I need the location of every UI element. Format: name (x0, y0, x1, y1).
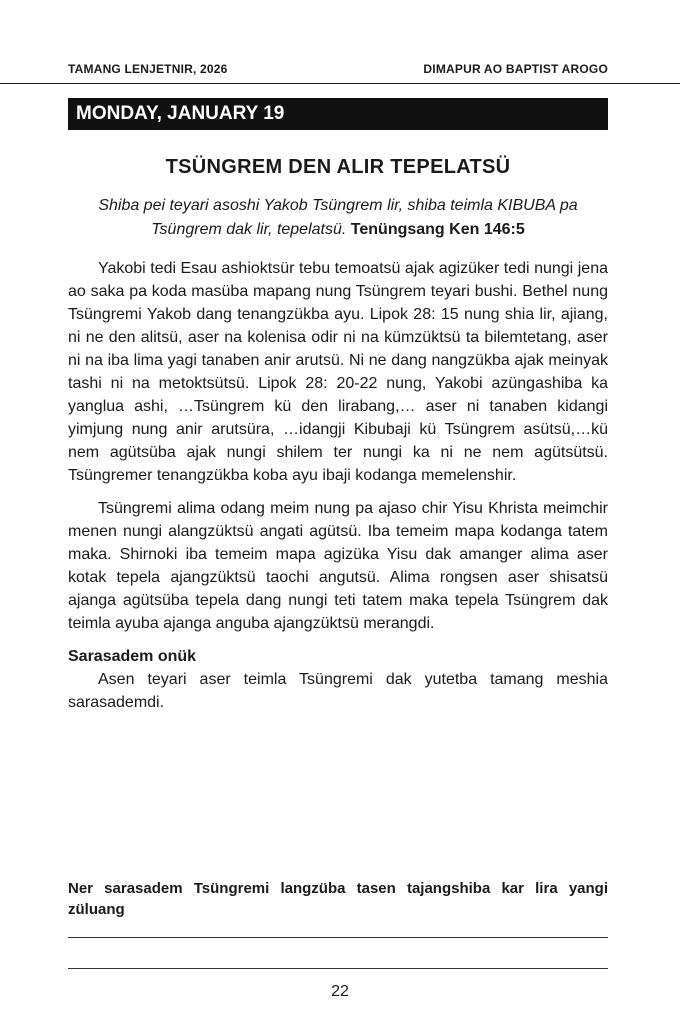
page-title: TSÜNGREM DEN ALIR TEPELATSÜ (165, 156, 511, 178)
key-verse (68, 194, 608, 242)
header-right: DIMAPUR AO BAPTIST AROGO (423, 62, 608, 76)
prayer-text: Asen teyari aser teimla Tsüngremi dak yutetba tamang meshia sarasademdi. (68, 671, 608, 711)
header-divider (0, 83, 680, 84)
devotional-body (68, 257, 608, 724)
running-header (68, 62, 608, 76)
notes-line-1[interactable] (68, 937, 608, 938)
date-banner: MONDAY, JANUARY 19 (68, 98, 608, 130)
header-left: TAMANG LENJETNIR, 2026 (68, 62, 228, 76)
verse-reference: Tenüngsang Ken 146:5 (350, 221, 525, 238)
paragraph-2: Tsüngremi alima odang meim nung pa ajaso chir Yisu Khrista meimchir menen nungi alangzüktsü angati agütsü. Iba temeim mapa kodanga tatem maka. Shirnoki iba temeim mapa agizüka Yisu dak amanger alima aser kotak tepela ajangzüktsü taochi angutsü. Alima rongsen aser shisatsü ajanga agütsüba tepela dang nungi teti tatem maka tepela Tsüngrem dak teimla ayuba ajanga anguba ajangzüktsü merangdi. (68, 500, 608, 632)
notes-prompt: Ner sarasadem Tsüngremi langzüba tasen tajangshiba kar lira yangi züluang (68, 880, 608, 918)
prayer-heading: Sarasadem onük (68, 648, 197, 665)
notes-line-2[interactable] (68, 968, 608, 969)
paragraph-1: Yakobi tedi Esau ashioktsür tebu temoatsü ajak agizüker tedi nungi jena ao saka pa koda masüba mapang nung Tsüngrem teyari bushi. Bethel nung Tsüngremi Yakob dang tenangzükba ayu. Lipok 28: 15 nung shia lir, ajiang, ni ne den alitsü, aser na kolenisa odir ni na kümzüktsü ta bilemtetang, aser ni na iba lima yagi tanaben anir arutsü. Ni ne dang nangzükba ajak meinyak tashi ni na metoktsütsü. Lipok 28: 20-22 nung, Yakobi azüngashiba ka yanglua ashi, …Tsüngrem kü den lirabang,… aser ni tanaben kidangi yimjung nung anir arutsüra, …idangji Kibubaji kü Tsüngrem asütsü,…kü nem agütsüba ajak nungi shilem ter nungi ka ni ne nem agütsütsü. Tsüngremer tenangzükba koba ayu ibaji kodanga memelenshir. (68, 260, 608, 484)
page-number: 22 (331, 983, 349, 1000)
verse-quote: Shiba pei teyari asoshi Yakob Tsüngrem lir, shiba teimla KIBUBA pa Tsüngrem dak lir, tepelatsü. (98, 197, 578, 238)
